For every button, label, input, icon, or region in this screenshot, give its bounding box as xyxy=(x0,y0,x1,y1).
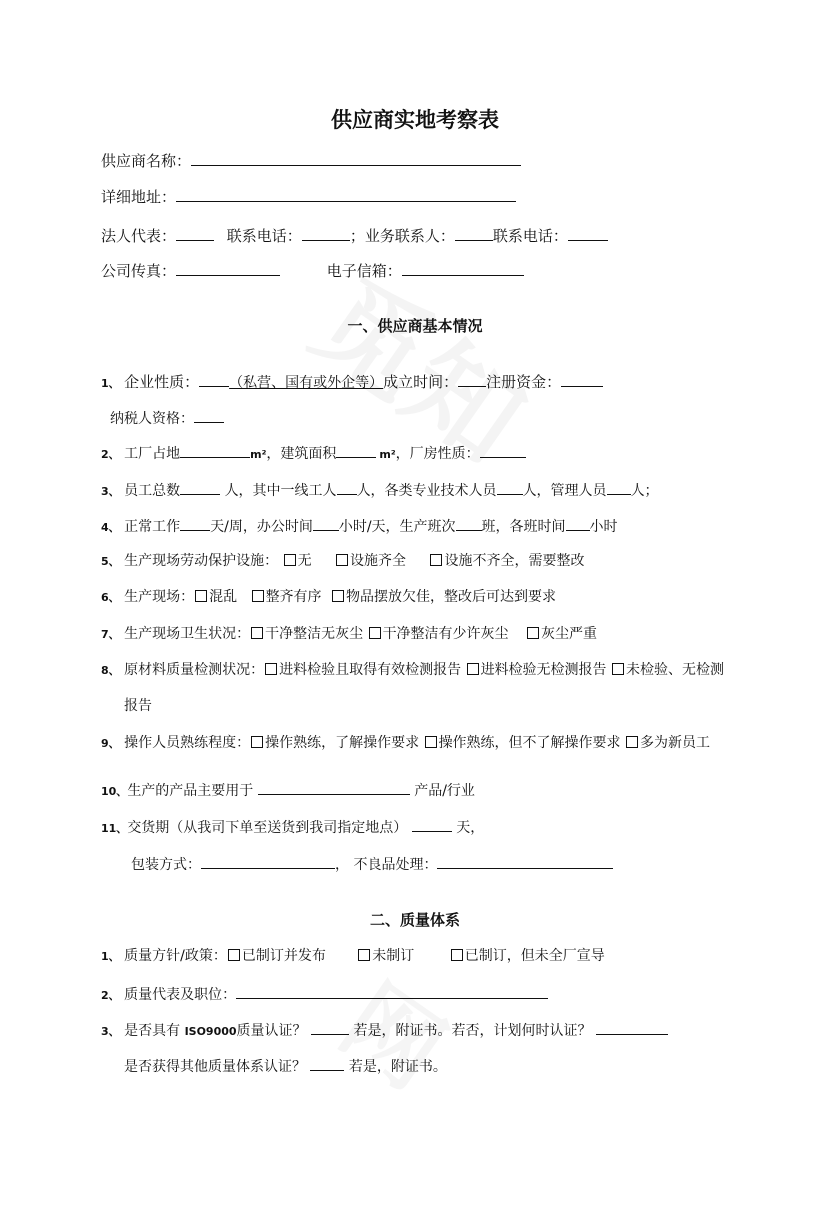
s2-q1-option-3: 已制订，但未全厂宣导 xyxy=(464,948,605,964)
q5-checkbox-3[interactable] xyxy=(430,554,442,566)
fax-label: 公司传真： xyxy=(101,262,177,280)
s2-q1-number: 1、 xyxy=(101,950,120,963)
q4-end: 小时 xyxy=(589,519,618,535)
q9-checkbox-2[interactable] xyxy=(425,736,437,748)
q1-number: 1、 xyxy=(101,377,120,390)
contact-row xyxy=(101,226,608,245)
q3-end: 人； xyxy=(630,483,659,499)
frontline-field[interactable] xyxy=(337,480,357,495)
q4-shift-time-label: 班，各班时间 xyxy=(481,519,566,535)
founded-field[interactable] xyxy=(458,372,486,387)
s2-q1-option-2: 未制订 xyxy=(372,948,415,964)
s2-q3-label-b: 质量认证？ xyxy=(236,1023,307,1039)
q7-checkbox-2[interactable] xyxy=(369,627,381,639)
q11-suffix: 天， xyxy=(456,820,485,836)
shifts-field[interactable] xyxy=(456,516,482,531)
q2-area-label: 工厂占地 xyxy=(124,446,181,462)
s2-q2-row xyxy=(101,984,548,1005)
packing-label: 包装方式： xyxy=(131,857,201,873)
s2-q1-row xyxy=(101,947,605,966)
q7-option-2: 干净整洁有少许灰尘 xyxy=(382,626,509,642)
q2-row xyxy=(101,443,526,464)
q5-number: 5、 xyxy=(101,555,120,568)
q7-checkbox-1[interactable] xyxy=(251,627,263,639)
total-staff-field[interactable] xyxy=(180,480,220,495)
q3-number: 3、 xyxy=(101,485,120,498)
q3-frontline-label: 人，其中一线工人 xyxy=(224,483,337,499)
quality-rep-field[interactable] xyxy=(236,984,548,999)
q4-shift-label: 小时/天，生产班次 xyxy=(338,519,456,535)
address-label: 详细地址： xyxy=(101,188,177,206)
q3-total-label: 员工总数 xyxy=(124,483,181,499)
q9-row xyxy=(101,734,710,753)
q2-unit-2: m² xyxy=(379,448,396,461)
q6-option-2: 整齐有序 xyxy=(265,589,322,605)
q5-option-1: 无 xyxy=(297,553,312,569)
q11-label: 交货期（从我司下单至送货到我司指定地点） xyxy=(127,820,408,836)
q10-label: 生产的产品主要用于 xyxy=(127,783,254,799)
q4-work-label: 正常工作 xyxy=(124,519,181,535)
q8-option-2: 进料检验无检测报告 xyxy=(480,662,607,678)
s2-q1-checkbox-2[interactable] xyxy=(358,949,370,961)
q1-taxpayer-row xyxy=(110,408,224,428)
s2-q3-number: 3、 xyxy=(101,1025,120,1038)
office-hours-field[interactable] xyxy=(313,516,339,531)
q10-number: 10、 xyxy=(101,785,128,798)
address-field[interactable] xyxy=(176,187,516,202)
business-contact-field[interactable] xyxy=(455,226,493,241)
q9-checkbox-1[interactable] xyxy=(251,736,263,748)
q4-number: 4、 xyxy=(101,521,120,534)
delivery-days-field[interactable] xyxy=(412,817,452,832)
q10-suffix: 产品/行业 xyxy=(414,783,475,799)
q8-option-1: 进料检验且取得有效检测报告 xyxy=(279,662,462,678)
s2-q1-checkbox-3[interactable] xyxy=(451,949,463,961)
q8-label: 原材料质量检测状况： xyxy=(124,662,265,678)
q8-checkbox-1[interactable] xyxy=(265,663,277,675)
plant-nature-field[interactable] xyxy=(480,443,526,458)
q6-checkbox-2[interactable] xyxy=(252,590,264,602)
taxpayer-label: 纳税人资格： xyxy=(110,411,194,427)
q2-number: 2、 xyxy=(101,448,120,461)
iso9000-text: ISO9000 xyxy=(184,1025,237,1038)
supplier-name-label: 供应商名称： xyxy=(101,152,192,170)
q6-checkbox-1[interactable] xyxy=(195,590,207,602)
section2-title: 二、质量体系 xyxy=(369,911,460,929)
q10-row xyxy=(101,780,475,801)
supplier-name-row xyxy=(101,151,521,170)
q9-label: 操作人员熟练程度： xyxy=(124,735,251,751)
cert-plan-field[interactable] xyxy=(596,1020,668,1035)
email-field[interactable] xyxy=(402,261,524,276)
q7-label: 生产现场卫生状况： xyxy=(124,626,251,642)
q3-row xyxy=(101,480,659,501)
q6-number: 6、 xyxy=(101,591,120,604)
plant-area-field[interactable] xyxy=(180,443,250,458)
business-contact-label: ；业务联系人： xyxy=(349,227,455,245)
q7-checkbox-3[interactable] xyxy=(527,627,539,639)
q6-checkbox-3[interactable] xyxy=(332,590,344,602)
q9-option-3: 多为新员工 xyxy=(640,735,711,751)
q6-option-3: 物品摆放欠佳，整改后可达到要求 xyxy=(346,589,557,605)
phone-label-1: 联系电话： xyxy=(226,227,302,245)
q9-option-2: 操作熟练，但不了解操作要求 xyxy=(438,735,621,751)
other-cert-field[interactable] xyxy=(310,1056,344,1071)
q5-checkbox-2[interactable] xyxy=(336,554,348,566)
q5-row xyxy=(101,552,584,571)
phone-label-2: 联系电话： xyxy=(492,227,568,245)
s2-q3-label-c: 若是，附证书。若否，计划何时认证？ xyxy=(353,1023,592,1039)
q11-packing-row xyxy=(131,854,613,874)
other-cert-suffix: 若是，附证书。 xyxy=(348,1059,447,1075)
capital-field[interactable] xyxy=(561,372,603,387)
enterprise-type-field[interactable] xyxy=(199,372,229,387)
q9-checkbox-3[interactable] xyxy=(626,736,638,748)
s2-q3-other-row xyxy=(124,1056,447,1076)
s2-q1-label: 质量方针/政策： xyxy=(124,948,227,964)
s2-q1-checkbox-1[interactable] xyxy=(228,949,240,961)
q1-hint: （私营、国有或外企等） xyxy=(229,375,384,391)
email-label: 电子信箱： xyxy=(326,262,402,280)
q1-row xyxy=(101,372,603,393)
q6-option-1: 混乱 xyxy=(209,589,238,605)
s2-q2-label: 质量代表及职位： xyxy=(124,987,237,1003)
q11-number: 11、 xyxy=(101,822,128,835)
q2-unit-1: m² xyxy=(250,448,267,461)
tech-staff-field[interactable] xyxy=(497,480,523,495)
mgmt-staff-field[interactable] xyxy=(607,480,631,495)
days-per-week-field[interactable] xyxy=(180,516,210,531)
q4-row xyxy=(101,516,618,537)
q8-checkbox-2[interactable] xyxy=(467,663,479,675)
q2-nature-label: ，厂房性质： xyxy=(395,446,480,462)
building-area-field[interactable] xyxy=(336,443,376,458)
q9-option-1: 操作熟练，了解操作要求 xyxy=(265,735,420,751)
s2-q1-option-1: 已制订并发布 xyxy=(241,948,326,964)
fax-email-row xyxy=(101,261,524,280)
packing-field[interactable] xyxy=(201,854,335,869)
q5-checkbox-1[interactable] xyxy=(284,554,296,566)
q7-option-1: 干净整洁无灰尘 xyxy=(265,626,364,642)
q8-checkbox-3[interactable] xyxy=(612,663,624,675)
q1-label: 企业性质： xyxy=(124,373,200,391)
q2-building-label: ，建筑面积 xyxy=(266,446,337,462)
q3-mgmt-label: 人，管理人员 xyxy=(522,483,607,499)
phone-field-2[interactable] xyxy=(568,226,608,241)
q5-option-3: 设施不齐全，需要整改 xyxy=(444,553,585,569)
q1-founded-label: 成立时间： xyxy=(383,373,459,391)
q9-number: 9、 xyxy=(101,737,120,750)
iso-answer-field[interactable] xyxy=(311,1020,349,1035)
product-use-field[interactable] xyxy=(258,780,410,795)
s2-q3-label-a: 是否具有 xyxy=(124,1023,181,1039)
defect-label: ， 不良品处理： xyxy=(335,857,438,873)
shift-hours-field[interactable] xyxy=(566,516,590,531)
q3-tech-label: 人，各类专业技术人员 xyxy=(356,483,497,499)
q6-row xyxy=(101,588,556,607)
legal-rep-label: 法人代表： xyxy=(101,227,177,245)
s2-q2-number: 2、 xyxy=(101,989,120,1002)
q1-capital-label: 注册资金： xyxy=(486,373,562,391)
q5-option-2: 设施齐全 xyxy=(350,553,407,569)
defect-handling-field[interactable] xyxy=(437,854,613,869)
q11-row xyxy=(101,817,484,838)
q7-row xyxy=(101,625,597,644)
q7-number: 7、 xyxy=(101,628,120,641)
page-title: 供应商实地考察表 xyxy=(331,108,499,132)
q8-option-3: 未检验、无检测 xyxy=(626,662,725,678)
legal-rep-field[interactable] xyxy=(176,226,214,241)
taxpayer-field[interactable] xyxy=(194,408,224,423)
q6-label: 生产现场： xyxy=(124,589,195,605)
q5-label: 生产现场劳动保护设施： xyxy=(124,553,279,569)
q8-continuation: 报告 xyxy=(124,698,152,714)
q7-option-3: 灰尘严重 xyxy=(541,626,598,642)
q8-row xyxy=(101,661,724,680)
address-row xyxy=(101,187,516,206)
fax-field[interactable] xyxy=(176,261,280,276)
other-cert-label: 是否获得其他质量体系认证？ xyxy=(124,1059,306,1075)
section1-title: 一、供应商基本情况 xyxy=(347,317,483,335)
q8-number: 8、 xyxy=(101,664,120,677)
s2-q3-row xyxy=(101,1020,668,1041)
q4-office-label: 天/周，办公时间 xyxy=(210,519,313,535)
supplier-name-field[interactable] xyxy=(191,151,521,166)
phone-field-1[interactable] xyxy=(302,226,350,241)
